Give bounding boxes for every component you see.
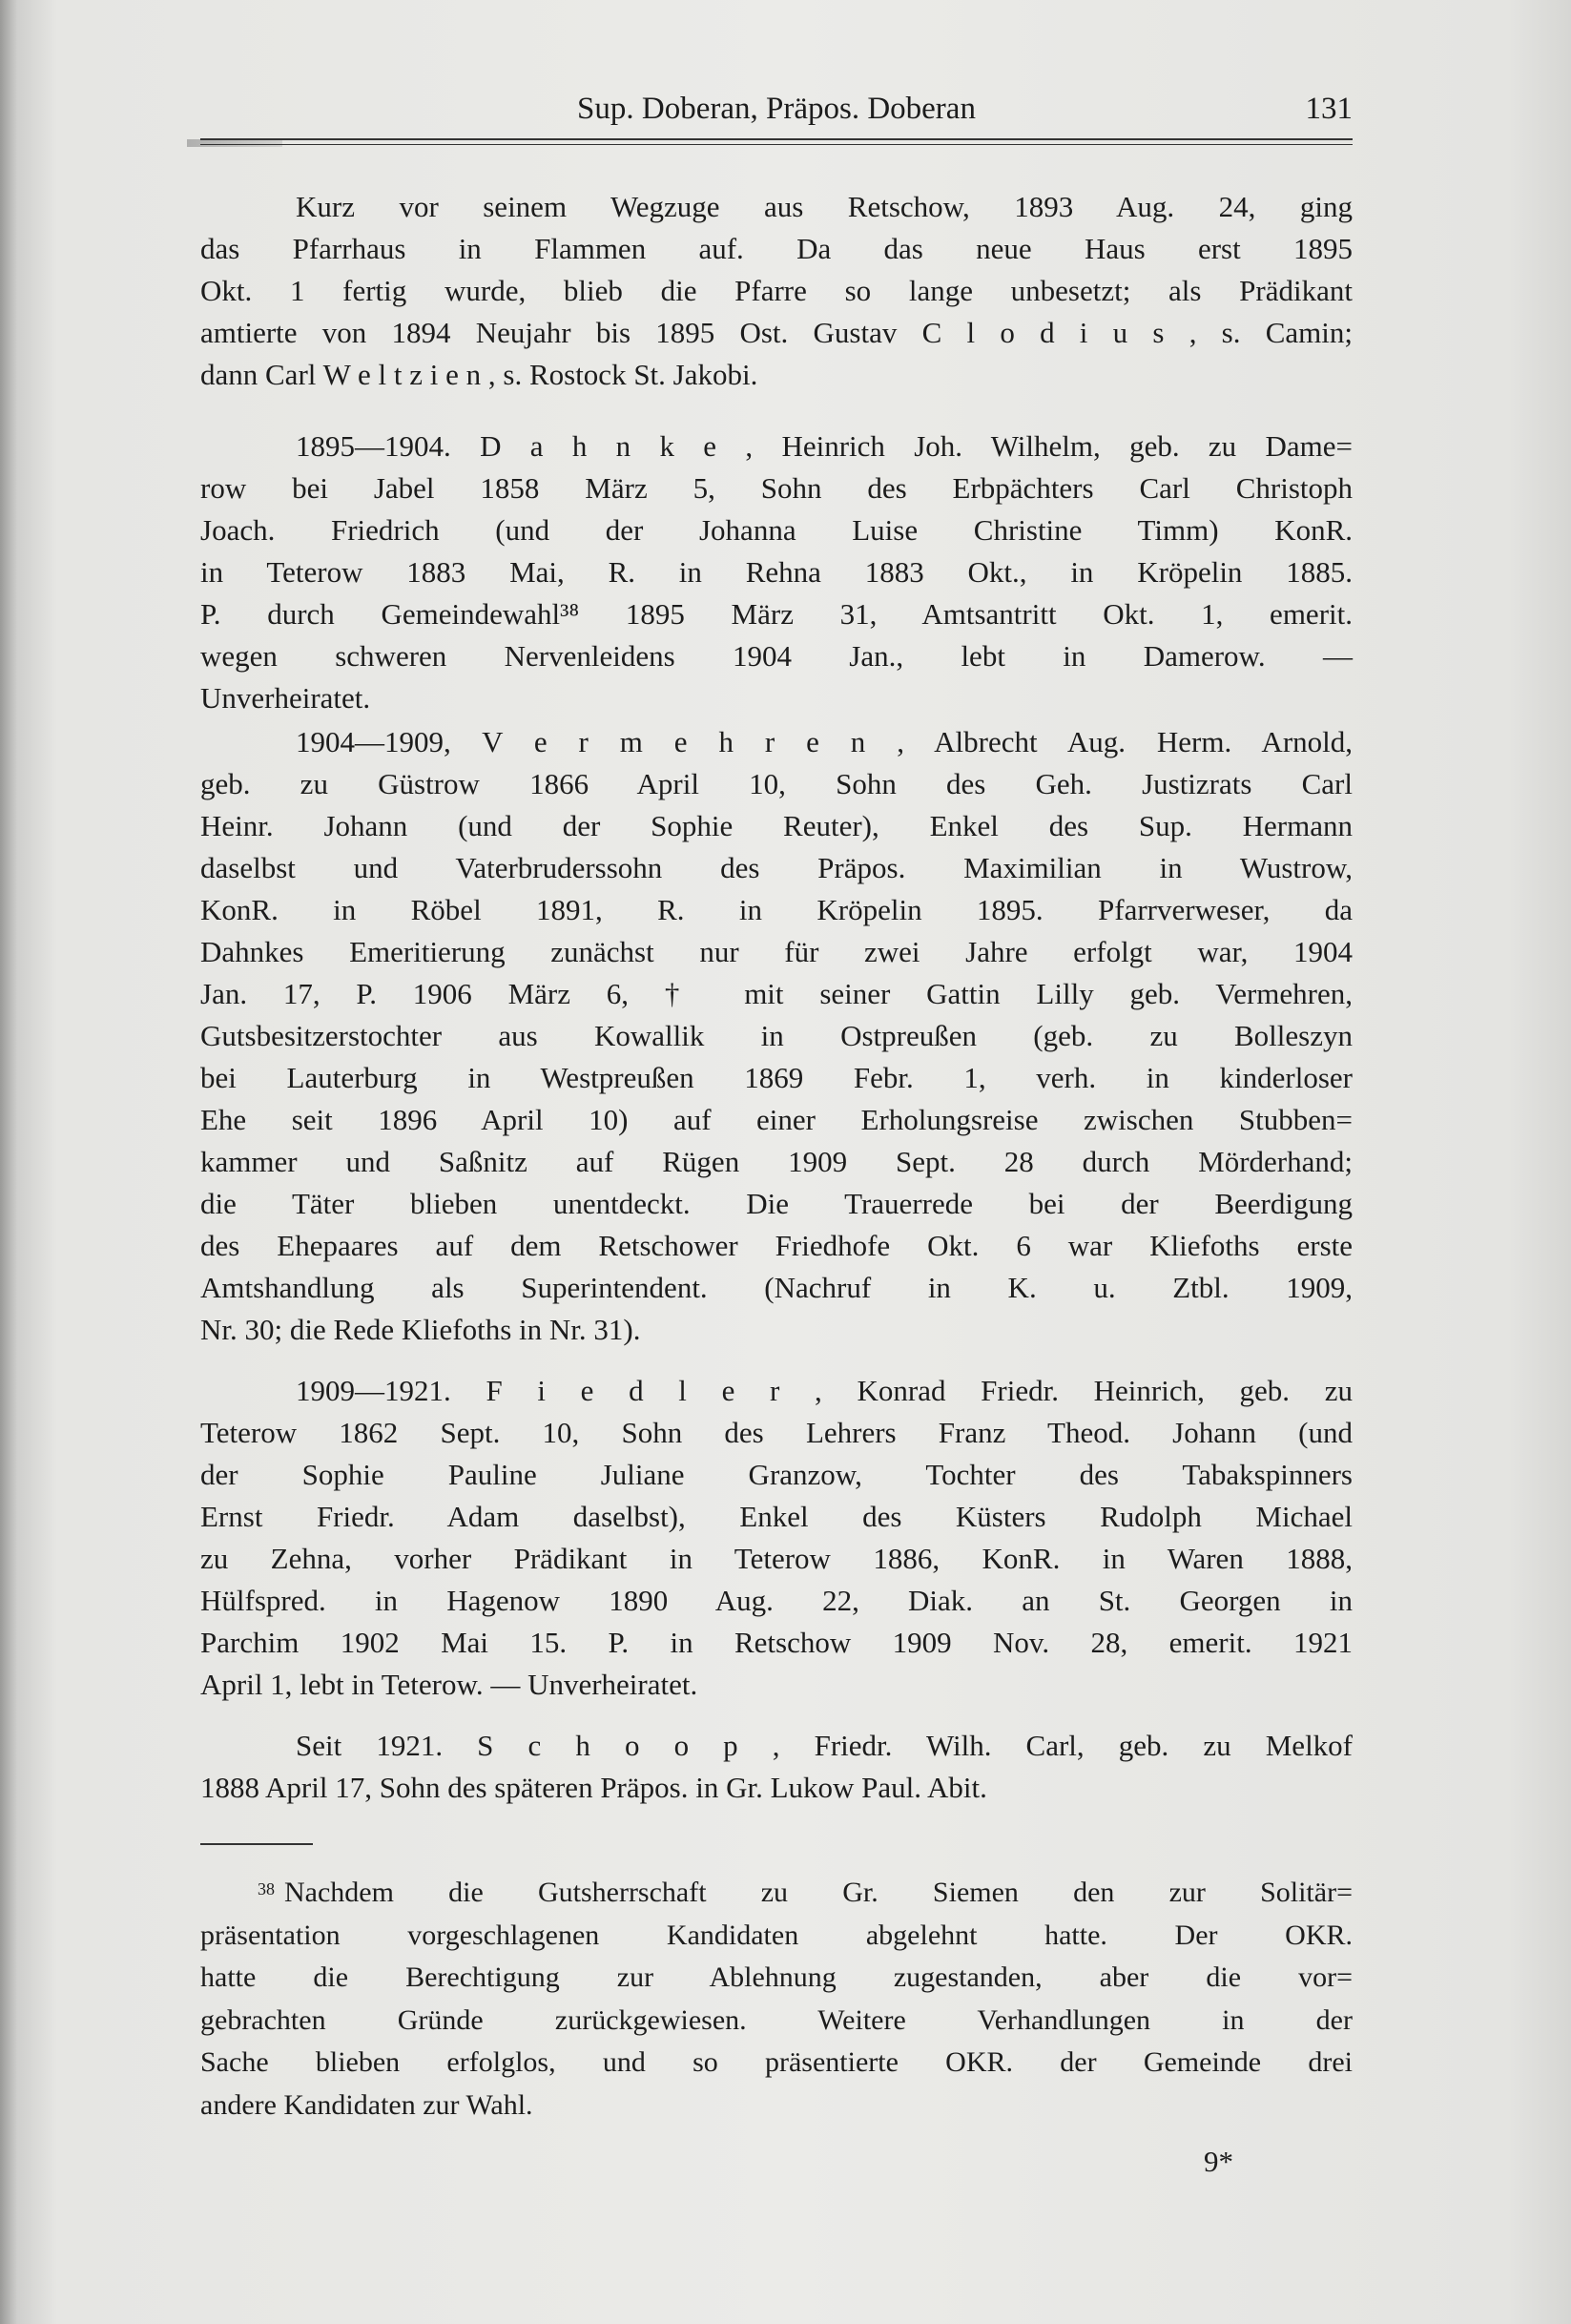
text-line: kammer und Saßnitz auf Rügen 1909 Sept. 28 durch Mörderhand; (200, 1145, 1353, 1178)
text-line: P. durch Gemeindewahl³⁸ 1895 März 31, Amtsantritt Okt. 1, emerit. (200, 597, 1353, 631)
text-line: Seit 1921. S c h o o p , Friedr. Wilh. Carl, geb. zu Melkof (296, 1729, 1353, 1762)
text-line: Teterow 1862 Sept. 10, Sohn des Lehrers Franz Theod. Johann (und (200, 1416, 1353, 1449)
footnote-line: andere Kandidaten zur Wahl. (200, 2088, 533, 2121)
text-line: wegen schweren Nervenleidens 1904 Jan., lebt in Damerow. — (200, 639, 1353, 673)
text-line: Joach. Friedrich (und der Johanna Luise Christine Timm) KonR. (200, 513, 1353, 547)
text-line: geb. zu Güstrow 1866 April 10, Sohn des Geh. Justizrats Carl (200, 767, 1353, 800)
header-rule-thin (200, 144, 1353, 145)
text-line: Okt. 1 fertig wurde, blieb die Pfarre so lange unbesetzt; als Prädikant (200, 274, 1353, 307)
paragraph (200, 721, 1353, 1351)
signature-mark: 9* (1204, 2145, 1233, 2178)
paragraph (200, 186, 1353, 396)
paragraph (200, 425, 1353, 719)
scan-shadow (187, 139, 282, 147)
footnote (200, 1872, 1353, 2127)
paragraph (200, 1725, 1353, 1809)
text-line: row bei Jabel 1858 März 5, Sohn des Erbpächters Carl Christoph (200, 471, 1353, 505)
text-line: zu Zehna, vorher Prädikant in Teterow 1886, KonR. in Waren 1888, (200, 1542, 1353, 1575)
text-line: Parchim 1902 Mai 15. P. in Retschow 1909 Nov. 28, emerit. 1921 (200, 1626, 1353, 1659)
header-title: Sup. Doberan, Präpos. Doberan (577, 92, 976, 126)
text-line: die Täter blieben unentdeckt. Die Trauerrede bei der Beerdigung (200, 1187, 1353, 1220)
running-header (200, 92, 1353, 134)
text-line: 1909—1921. F i e d l e r , Konrad Friedr. Heinrich, geb. zu (296, 1374, 1353, 1407)
text-line: daselbst und Vaterbruderssohn des Präpos. Maximilian in Wustrow, (200, 851, 1353, 884)
footnote-line (200, 1872, 1353, 1915)
text-line: 1904—1909, V e r m e h r e n , Albrecht Aug. Herm. Arnold, (296, 725, 1353, 758)
text-line: 1888 April 17, Sohn des späteren Präpos. in Gr. Lukow Paul. Abit. (200, 1771, 987, 1804)
text-line: Ernst Friedr. Adam daselbst), Enkel des Küsters Rudolph Michael (200, 1500, 1353, 1533)
text-line: Gutsbesitzerstochter aus Kowallik in Ostpreußen (geb. zu Bolleszyn (200, 1019, 1353, 1052)
text-line: Kurz vor seinem Wegzuge aus Retschow, 1893 Aug. 24, ging (296, 190, 1353, 223)
text-line: das Pfarrhaus in Flammen auf. Da das neue Haus erst 1895 (200, 232, 1353, 265)
text-line: Amtshandlung als Superintendent. (Nachruf in K. u. Ztbl. 1909, (200, 1271, 1353, 1304)
text-line: KonR. in Röbel 1891, R. in Kröpelin 1895. Pfarrverweser, da (200, 893, 1353, 926)
text-line: Hülfspred. in Hagenow 1890 Aug. 22, Diak. an St. Georgen in (200, 1584, 1353, 1617)
text-line: des Ehepaares auf dem Retschower Friedhofe Okt. 6 war Kliefoths erste (200, 1229, 1353, 1262)
text-line: Jan. 17, P. 1906 März 6, † mit seiner Gattin Lilly geb. Vermehren, (200, 977, 1353, 1010)
text-line: Nr. 30; die Rede Kliefoths in Nr. 31). (200, 1313, 641, 1346)
footnote-line: gebrachten Gründe zurückgewiesen. Weitere Verhandlungen in der (200, 2003, 1353, 2036)
paragraph (200, 1370, 1353, 1706)
footnote-line: präsentation vorgeschlagenen Kandidaten abgelehnt hatte. Der OKR. (200, 1919, 1353, 1951)
text-line: der Sophie Pauline Juliane Granzow, Tochter des Tabakspinners (200, 1458, 1353, 1491)
text-line: dann Carl W e l t z i e n , s. Rostock St. Jakobi. (200, 358, 758, 391)
text-line: 1895—1904. D a h n k e , Heinrich Joh. Wilhelm, geb. zu Dame= (296, 429, 1353, 463)
footnote-line: Sache blieben erfolglos, und so präsentierte OKR. der Gemeinde drei (200, 2046, 1353, 2078)
text-line: in Teterow 1883 Mai, R. in Rehna 1883 Okt., in Kröpelin 1885. (200, 555, 1353, 589)
text-line: April 1, lebt in Teterow. — Unverheiratet. (200, 1668, 698, 1701)
text-line: Unverheiratet. (200, 681, 371, 715)
page-number: 131 (1305, 92, 1353, 126)
text-line: bei Lauterburg in Westpreußen 1869 Febr. 1, verh. in kinderloser (200, 1061, 1353, 1094)
text-line: Dahnkes Emeritierung zunächst nur für zwei Jahre erfolgt war, 1904 (200, 935, 1353, 968)
main-text (200, 186, 1353, 1809)
text-line: amtierte von 1894 Neujahr bis 1895 Ost. Gustav C l o d i u s , s. Camin; (200, 316, 1353, 349)
text-line: Heinr. Johann (und der Sophie Reuter), Enkel des Sup. Hermann (200, 809, 1353, 842)
footnote-rule (200, 1843, 313, 1845)
footnote-line: hatte die Berechtigung zur Ablehnung zugestanden, aber die vor= (200, 1961, 1353, 1993)
text-line: Ehe seit 1896 April 10) auf einer Erholungsreise zwischen Stubben= (200, 1103, 1353, 1136)
footnote-marker: 38 (258, 1879, 275, 1899)
header-rule (200, 138, 1353, 140)
footnote-text: Nachdem die Gutsherrschaft zu Gr. Siemen den zur Solitär= (284, 1877, 1353, 1908)
